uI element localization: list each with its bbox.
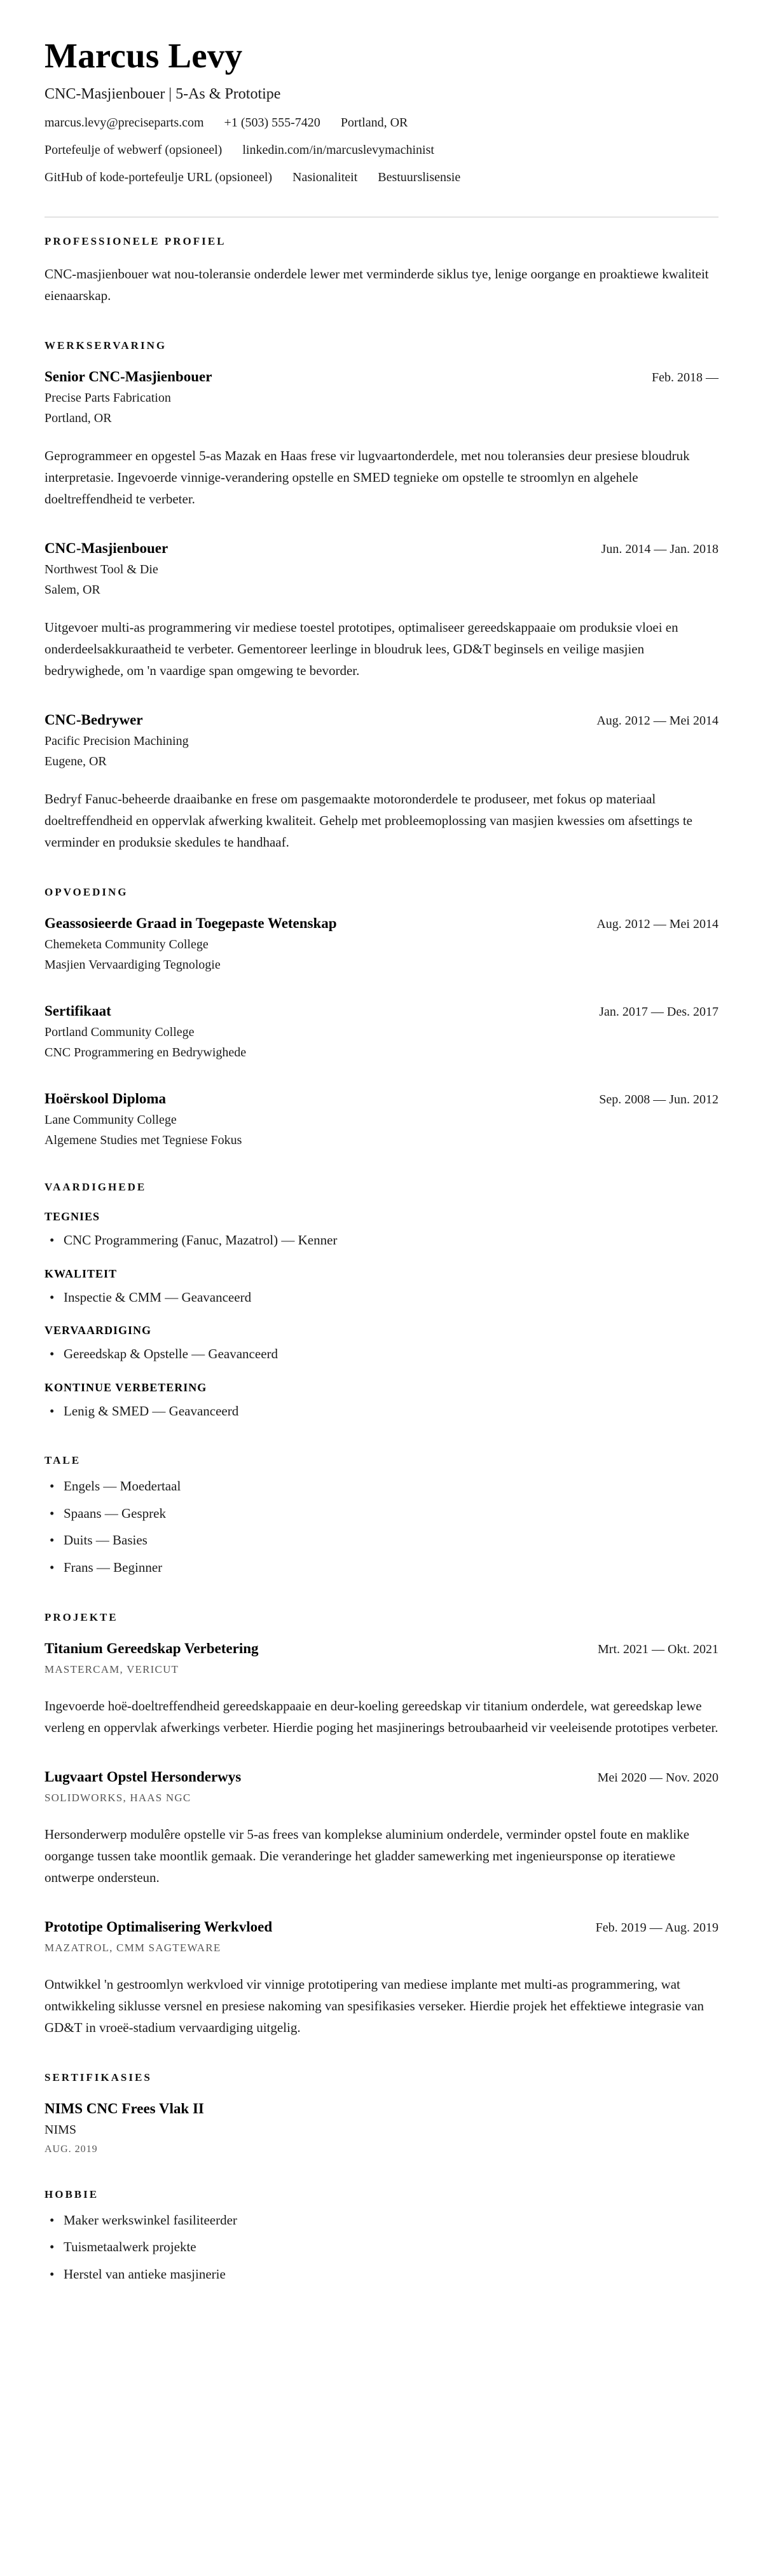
- work-entry: [45, 369, 718, 510]
- section-certifications: [45, 2071, 718, 2155]
- program-name: Masjien Vervaardiging Tegnologie: [45, 958, 221, 972]
- skill-list: [45, 1230, 718, 1251]
- contact-website-placeholder: Portefeulje of webwerf (opsioneel): [45, 143, 223, 157]
- company-name: Precise Parts Fabrication: [45, 391, 171, 405]
- skill-category: [45, 1267, 718, 1308]
- skill-category: [45, 1324, 718, 1365]
- job-description: Geprogrammeer en opgestel 5-as Mazak en Haas frese vir lugvaartonderdele, met nou toleransies deur presiese bloudruk interpretasie. Ingevoerde vinnige-verandering opstelle en SMED tegnieke om opstelle te stroomlyn en algehele doeltreffendheid te verbeter.: [45, 448, 690, 507]
- project-dates: Feb. 2019 — Aug. 2019: [595, 1920, 718, 1935]
- hobby-item: • Herstel van antieke masjinerie: [45, 2264, 718, 2285]
- project-entry-head: [45, 1919, 718, 1935]
- project-dates: Mrt. 2021 — Okt. 2021: [598, 1642, 718, 1656]
- degree-title: Sertifikaat: [45, 1003, 111, 1019]
- work-entry-head: [45, 540, 718, 557]
- education-entry: [45, 915, 718, 972]
- contact-linkedin: linkedin.com/in/marcuslevymachinist: [242, 143, 434, 157]
- program-name: Algemene Studies met Tegniese Fokus: [45, 1133, 242, 1148]
- profile-text: CNC-masjienbouer wat nou-toleransie onderdele lewer met verminderde siklus tye, lenige oorgange en proaktiewe kwaliteit eienaarskap.: [45, 266, 709, 304]
- skill-category-label: KWALITEIT: [45, 1267, 118, 1280]
- project-dates: Mei 2020 — Nov. 2020: [597, 1770, 718, 1785]
- contact-driving-license-placeholder: Bestuurslisensie: [378, 170, 461, 184]
- contact-phone: +1 (503) 555-7420: [224, 116, 320, 130]
- skill-list: [45, 1287, 718, 1308]
- project-title: Prototipe Optimalisering Werkvloed: [45, 1918, 273, 1935]
- education-entry: [45, 1003, 718, 1060]
- job-location: Portland, OR: [45, 411, 112, 426]
- section-heading-languages: TALE: [45, 1454, 81, 1467]
- project-entry-head: [45, 1640, 718, 1657]
- resume-header: [45, 36, 718, 185]
- section-work: [45, 339, 718, 853]
- skill-category: [45, 1381, 718, 1422]
- skill-item: • Gereedskap & Opstelle — Geavanceerd: [45, 1344, 718, 1365]
- section-projects: [45, 1611, 718, 2038]
- section-hobbies: [45, 2188, 718, 2285]
- project-description: Ingevoerde hoë-doeltreffendheid gereedskappaaie en deur-koeling gereedskap vir titanium onderdele, wat gereedskap lewe verleng en oppervlak afwerkings verbeter. Hierdie poging het masjinerings betroubaarheid vir veeleisende prototipes verbeter.: [45, 1698, 718, 1735]
- project-title: Lugvaart Opstel Hersonderwys: [45, 1768, 242, 1785]
- certification-title: NIMS CNC Frees Vlak II: [45, 2100, 204, 2116]
- work-entry: [45, 540, 718, 681]
- job-title: Senior CNC-Masjienbouer: [45, 369, 212, 385]
- section-profile: [45, 235, 718, 306]
- company-name: Northwest Tool & Die: [45, 562, 158, 577]
- education-entry: [45, 1091, 718, 1148]
- certification-entry-head: [45, 2101, 718, 2117]
- company-name: Pacific Precision Machining: [45, 734, 189, 749]
- person-headline: CNC-Masjienbouer | 5-As & Prototipe: [45, 86, 281, 102]
- skill-item: • CNC Programmering (Fanuc, Mazatrol) — Kenner: [45, 1230, 718, 1251]
- skill-list: [45, 1401, 718, 1422]
- degree-title: Hoërskool Diploma: [45, 1091, 167, 1107]
- skill-item: • Lenig & SMED — Geavanceerd: [45, 1401, 718, 1422]
- job-dates: Jun. 2014 — Jan. 2018: [601, 542, 718, 557]
- degree-title: Geassosieerde Graad in Toegepaste Wetenskap: [45, 915, 337, 932]
- work-entry: [45, 712, 718, 853]
- section-languages: [45, 1454, 718, 1578]
- skill-category-label: KONTINUE VERBETERING: [45, 1380, 207, 1394]
- skill-category: [45, 1210, 718, 1251]
- section-heading-projects: PROJEKTE: [45, 1611, 118, 1623]
- hobby-list: [45, 2210, 718, 2285]
- project-title: Titanium Gereedskap Verbetering: [45, 1640, 259, 1656]
- education-dates: Jan. 2017 — Des. 2017: [599, 1005, 718, 1019]
- certification-issuer: NIMS: [45, 2122, 77, 2137]
- education-entry-head: [45, 915, 718, 932]
- section-heading-hobbies: HOBBIE: [45, 2188, 99, 2200]
- project-entry: [45, 1640, 718, 1738]
- job-dates: Feb. 2018 —: [652, 371, 718, 385]
- skill-category-label: VERVAARDIGING: [45, 1324, 152, 1337]
- education-entry-head: [45, 1003, 718, 1019]
- skill-item: • Inspectie & CMM — Geavanceerd: [45, 1287, 718, 1308]
- contact-github-placeholder: GitHub of kode-portefeulje URL (opsioneel): [45, 170, 273, 184]
- job-title: CNC-Bedrywer: [45, 712, 143, 728]
- certification-date: AUG. 2019: [45, 2143, 98, 2155]
- project-tools: MAZATROL, CMM SAGTEWARE: [45, 1941, 221, 1954]
- contact-nationality-placeholder: Nasionaliteit: [292, 170, 358, 184]
- hobby-item: • Maker werkswinkel fasiliteerder: [45, 2210, 718, 2231]
- work-entry-head: [45, 712, 718, 728]
- project-description: Ontwikkel 'n gestroomlyn werkvloed vir vinnige prototipering van mediese implante met multi-as programmering, wat ontwikkeling siklusse versnel en presiese nakoming van spesifikasies verseker. Hierdie projek het effektiewe integrasie van GD&T in vroeë-stadium vervaardiging uitgelig.: [45, 1976, 705, 2035]
- education-entry-head: [45, 1091, 718, 1107]
- job-title: CNC-Masjienbouer: [45, 540, 168, 557]
- language-item: • Spaans — Gesprek: [45, 1503, 718, 1524]
- section-heading-work: WERKSERVARING: [45, 339, 167, 352]
- job-dates: Aug. 2012 — Mei 2014: [596, 714, 718, 728]
- job-location: Salem, OR: [45, 583, 100, 597]
- work-entry-head: [45, 369, 718, 385]
- project-tools: SOLIDWORKS, HAAS NGC: [45, 1791, 191, 1804]
- job-description: Bedryf Fanuc-beheerde draaibanke en frese om pasgemaakte motoronderdele te produseer, met fokus op materiaal doeltreffendheid en oppervlak afwerking kwaliteit. Gehelp met probleemoplossing van masjien kwessies om afsettings te verminder en produksie skedules te handhaaf.: [45, 791, 693, 850]
- job-location: Eugene, OR: [45, 754, 107, 769]
- project-description: Hersonderwerp modulêre opstelle vir 5-as frees van komplekse aluminium onderdele, verminder opstel foute en maklike oorgange tussen take moontlik gemaak. Die veranderinge het gladder samewerking met ingenieursponse op iteratiewe ontwerpe ondersteun.: [45, 1826, 690, 1885]
- hobby-item: • Tuismetaalwerk projekte: [45, 2237, 718, 2258]
- language-list: [45, 1476, 718, 1578]
- certification-entry: [45, 2101, 718, 2155]
- job-description: Uitgevoer multi-as programmering vir mediese toestel prototipes, optimaliseer gereedskappaaie om produksie vloei en onderdeelsakkuraatheid te verbeter. Gementoreer leerlinge in bloudruk lees, GD&T beginsels en veilige masjien bedrywighede, om 'n vaardige span omgewing te bevorder.: [45, 620, 678, 679]
- section-heading-skills: VAARDIGHEDE: [45, 1181, 147, 1194]
- school-name: Lane Community College: [45, 1113, 177, 1128]
- section-education: [45, 886, 718, 1148]
- section-heading-certifications: SERTIFIKASIES: [45, 2071, 152, 2083]
- school-name: Portland Community College: [45, 1025, 195, 1040]
- section-skills: [45, 1181, 718, 1421]
- project-entry-head: [45, 1769, 718, 1785]
- project-tools: MASTERCAM, VERICUT: [45, 1663, 179, 1675]
- language-item: • Duits — Basies: [45, 1530, 718, 1551]
- education-dates: Aug. 2012 — Mei 2014: [596, 917, 718, 932]
- contact-row-2: [45, 143, 718, 158]
- language-item: • Engels — Moedertaal: [45, 1476, 718, 1497]
- section-heading-profile: PROFESSIONELE PROFIEL: [45, 235, 226, 247]
- school-name: Chemeketa Community College: [45, 937, 209, 952]
- person-name: Marcus Levy: [45, 36, 243, 75]
- section-heading-education: OPVOEDING: [45, 886, 128, 899]
- contact-row-1: [45, 116, 718, 130]
- contact-location: Portland, OR: [340, 116, 408, 130]
- contact-email: marcus.levy@preciseparts.com: [45, 116, 204, 130]
- skill-category-label: TEGNIES: [45, 1210, 100, 1223]
- contact-row-3: [45, 170, 718, 185]
- project-entry: [45, 1769, 718, 1888]
- project-entry: [45, 1919, 718, 2038]
- education-dates: Sep. 2008 — Jun. 2012: [599, 1093, 718, 1107]
- program-name: CNC Programmering en Bedrywighede: [45, 1046, 247, 1060]
- language-item: • Frans — Beginner: [45, 1557, 718, 1578]
- skill-list: [45, 1344, 718, 1365]
